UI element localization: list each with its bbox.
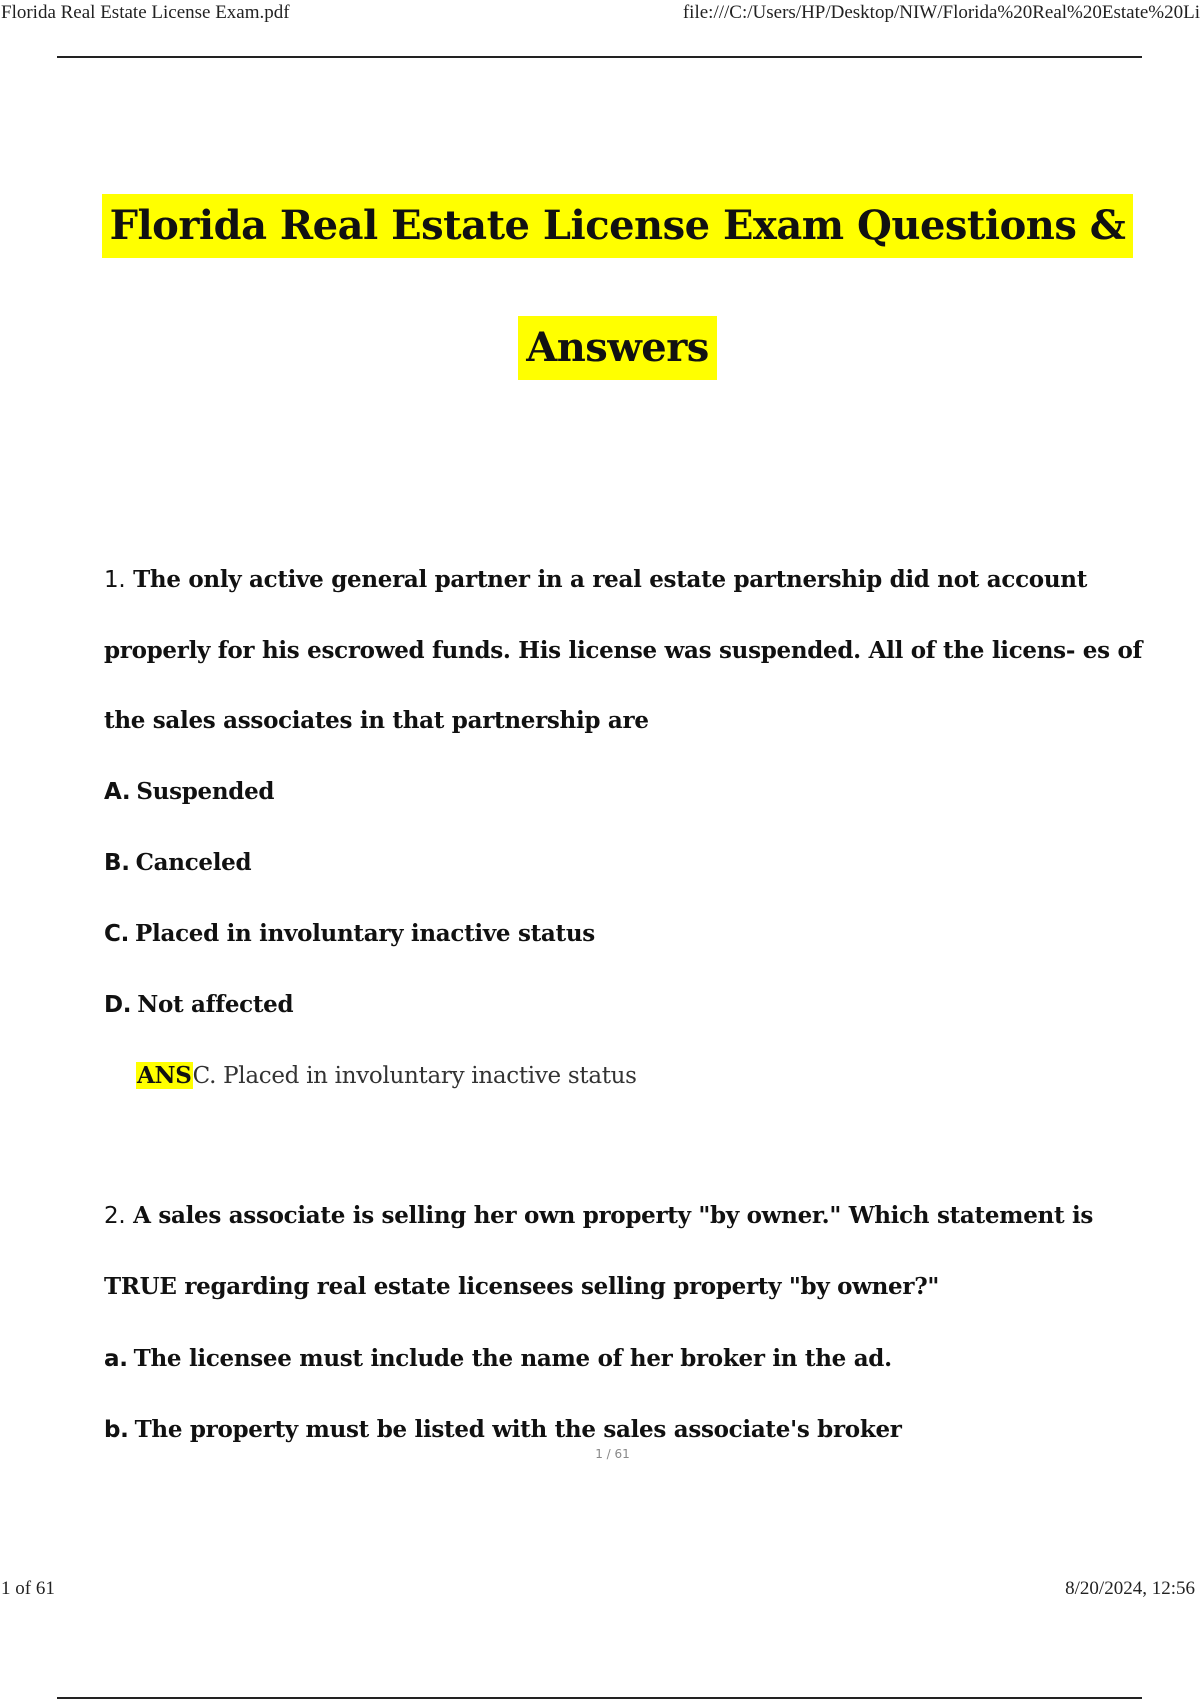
question-2-number: 2. — [104, 1203, 126, 1229]
question-1-option-d — [104, 989, 293, 1021]
option-text: Canceled — [135, 849, 252, 876]
print-header-url: file:///C:/Users/HP/Desktop/NIW/Florida%20Real%20Estate%20Li — [682, 2, 1200, 23]
answer-text: C. Placed in involuntary inactive status — [192, 1063, 637, 1089]
option-letter: b. — [104, 1417, 129, 1443]
option-letter: A. — [104, 779, 131, 805]
question-2-body: A sales associate is selling her own property "by owner." Which statement is TRUE regarding real estate licensees selling property "by owner?" — [104, 1202, 1094, 1300]
answer-label: ANS — [137, 1062, 192, 1089]
print-footer-page: 1 of 61 — [1, 1578, 55, 1599]
print-footer-datetime: 8/20/2024, 12:56 — [1065, 1578, 1195, 1599]
question-1-answer — [136, 1056, 637, 1096]
option-letter: D. — [104, 992, 132, 1018]
question-2-option-a — [104, 1343, 892, 1375]
option-letter: C. — [104, 921, 130, 947]
question-2-option-b — [104, 1414, 902, 1446]
footer-divider — [57, 1697, 1142, 1699]
question-1-option-b — [104, 847, 251, 879]
question-1-option-a — [104, 776, 274, 808]
page-indicator: 1 / 61 — [595, 1447, 630, 1461]
option-text: The property must be listed with the sales associate's broker — [134, 1416, 902, 1443]
option-text: Placed in involuntary inactive status — [135, 920, 595, 947]
question-1-number: 1. — [104, 567, 126, 593]
title-line-2: Answers — [518, 316, 717, 380]
title-line-1: Florida Real Estate License Exam Questions & — [102, 194, 1134, 258]
question-1-option-c — [104, 918, 595, 950]
option-text: The licensee must include the name of her broker in the ad. — [133, 1345, 892, 1372]
option-letter: a. — [104, 1346, 128, 1372]
option-text: Not affected — [137, 991, 294, 1018]
question-1-text — [104, 545, 1164, 757]
question-1-body: The only active general partner in a real estate partnership did not account properly for his escrowed funds. His license was suspended. All of the licens- es of the sales associates in that partnership are — [104, 566, 1143, 734]
option-letter: B. — [104, 850, 130, 876]
document-title — [0, 194, 1200, 380]
print-header-title: Florida Real Estate License Exam.pdf — [1, 2, 290, 23]
option-text: Suspended — [136, 778, 275, 805]
header-divider — [57, 56, 1142, 58]
question-2-text — [104, 1181, 1164, 1322]
